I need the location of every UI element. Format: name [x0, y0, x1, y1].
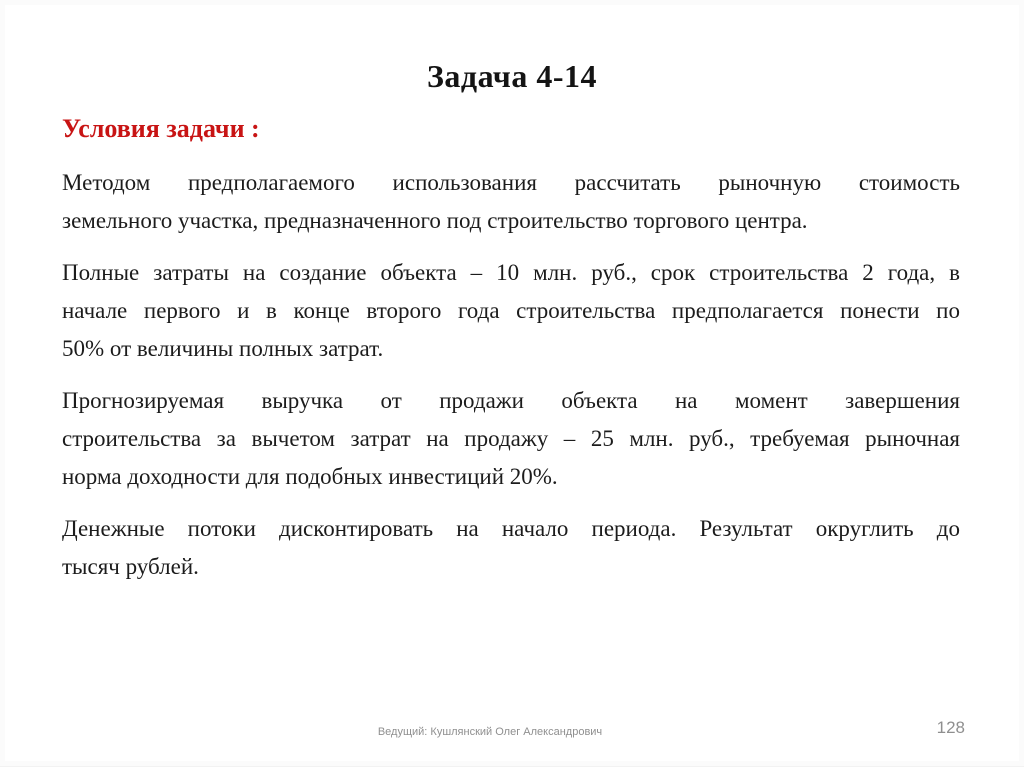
slide-body [62, 112, 960, 600]
slide-title: Задача 4-14 [427, 58, 597, 94]
paragraph [62, 254, 960, 368]
page-number: 128 [936, 718, 965, 737]
paragraph-line: строительства за вычетом затрат на продажу – 25 млн. руб., требуемая рыночная [62, 426, 960, 451]
presenter-credit: Ведущий: Кушлянский Олег Александрович [377, 726, 603, 738]
conditions-heading: Условия задачи : [62, 114, 260, 143]
paragraph-line: Прогнозируемая выручка от продажи объекта на момент завершения [62, 388, 960, 413]
paragraph [62, 510, 960, 586]
paragraph-line: начале первого и в конце второго года строительства предполагается понести по [62, 298, 960, 323]
paragraph-line: земельного участка, предназначенного под строительство торгового центра. [62, 208, 808, 233]
paragraph-line: Полные затраты на создание объекта – 10 млн. руб., срок строительства 2 года, в [62, 260, 960, 285]
conditions-text [62, 164, 960, 586]
paragraph-line: Методом предполагаемого использования рассчитать рыночную стоимость [62, 170, 960, 195]
paragraph-line: норма доходности для подобных инвестиций 20%. [62, 464, 558, 489]
paragraph [62, 382, 960, 496]
paragraph-line: Денежные потоки дисконтировать на начало периода. Результат округлить до [62, 516, 960, 541]
paragraph [62, 164, 960, 240]
paragraph-line: тысяч рублей. [62, 554, 199, 579]
paragraph-line: 50% от величины полных затрат. [62, 336, 384, 361]
